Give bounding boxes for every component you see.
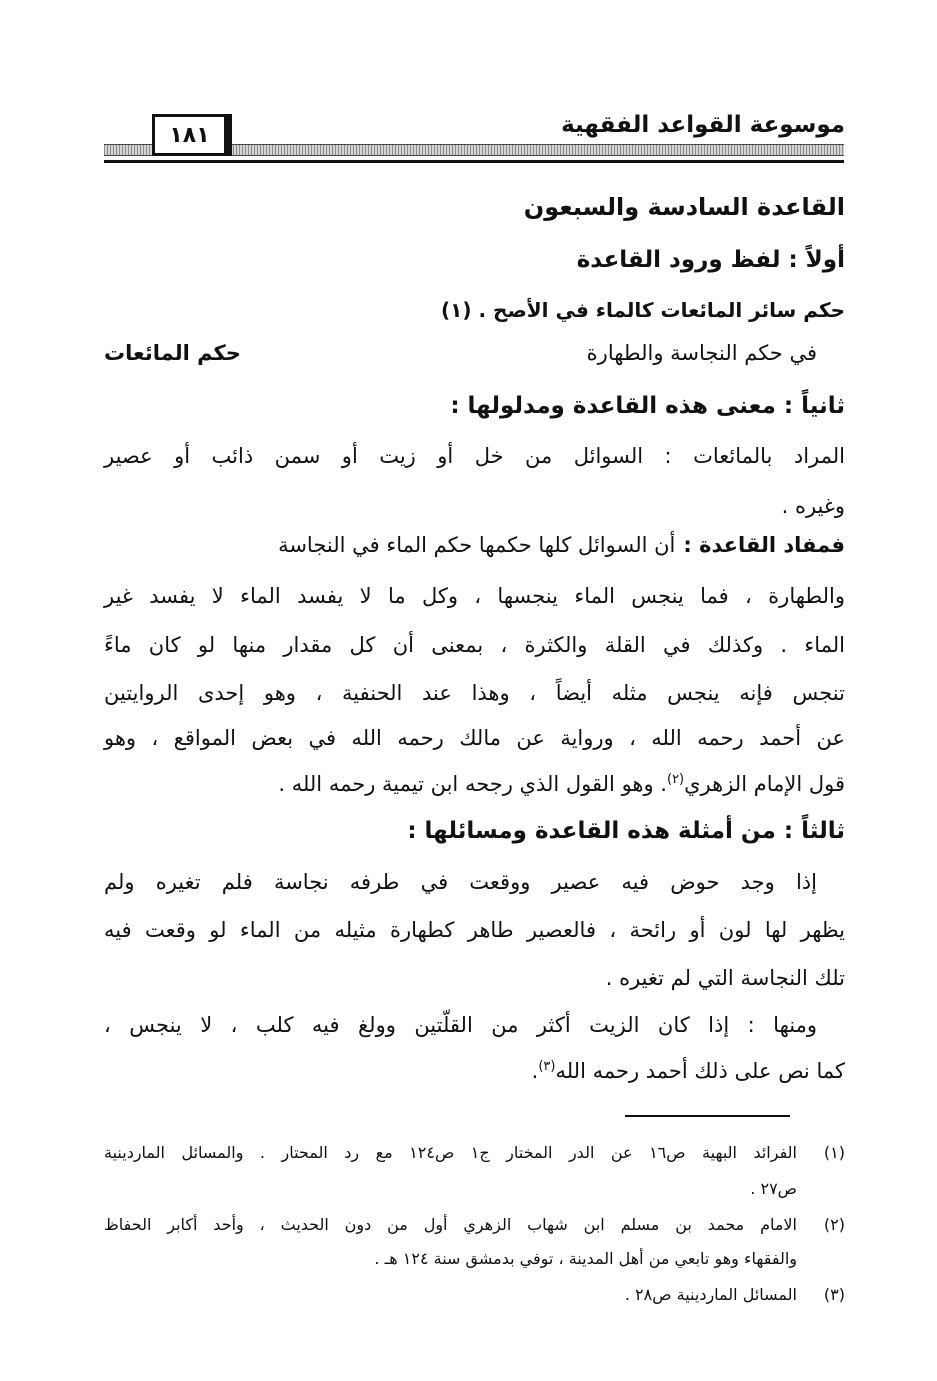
- footnote-number: (٣): [823, 1285, 845, 1304]
- example-line: يظهر لها لون أو رائحة ، فالعصير طاهر كطهارة مثيله من الماء لو وقعت فيه: [104, 918, 845, 942]
- purport-line: عن أحمد رحمه الله ، ورواية عن مالك رحمه الله في بعض المواقع ، وهو: [104, 726, 845, 750]
- meaning-line: وغيره .: [781, 494, 845, 518]
- page-number: ١٨١: [152, 114, 232, 156]
- side-label: حكم المائعات: [104, 341, 241, 365]
- example-line: كما نص على ذلك أحمد رحمه الله: [555, 1059, 845, 1083]
- header-rule: [104, 160, 844, 163]
- footnote-ref: (٢): [666, 772, 685, 787]
- purport-line: أن السوائل كلها حكمها حكم الماء في النجاسة: [278, 533, 676, 557]
- example-last-line: [532, 1059, 845, 1084]
- purport-label: فمفاد القاعدة :: [683, 533, 845, 557]
- rule-title: القاعدة السادسة والسبعون: [523, 193, 845, 221]
- footnote-text: الامام محمد بن مسلم ابن شهاب الزهري أول من دون الحديث ، وأحد أكابر الحفاظ: [104, 1215, 797, 1234]
- section-heading-meaning: ثانياً : معنى هذه القاعدة ومدلولها :: [450, 393, 845, 419]
- section-heading-wording: أولاً : لفظ ورود القاعدة: [576, 247, 845, 273]
- footnote-text: والفقهاء وهو تابعي من أهل المدينة ، توفي بدمشق سنة ١٢٤ هـ .: [374, 1249, 797, 1268]
- example-line: ومنها : إذا كان الزيت أكثر من القلّتين وولغ فيه كلب ، لا ينجس ،: [104, 1013, 817, 1037]
- example-line: تلك النجاسة التي لم تغيره .: [605, 966, 845, 990]
- purport-line: قول الإمام الزهري: [684, 772, 845, 796]
- section-heading-examples: ثالثاً : من أمثلة هذه القاعدة ومسائلها :: [407, 818, 845, 844]
- book-title: موسوعة القواعد الفقهية: [561, 112, 845, 138]
- footnote-number: (٢): [823, 1215, 845, 1234]
- purport-last-line: [278, 772, 845, 797]
- footnote-text: المسائل الماردينية ص٢٨ .: [624, 1285, 797, 1304]
- purport-line: تنجس فإنه ينجس مثله أيضاً ، وهذا عند الحنفية ، وهو إحدى الروايتين: [104, 681, 845, 705]
- purport-line: . وهو القول الذي رجحه ابن تيمية رحمه الله .: [278, 772, 667, 796]
- purport-line: والطهارة ، فما ينجس الماء ينجسها ، وكل ما لا يفسد الماء لا يفسد غير: [104, 584, 845, 608]
- example-line: .: [531, 1059, 539, 1083]
- rule-alt-phrase: في حكم النجاسة والطهارة: [586, 341, 817, 365]
- footnote-text: ص٢٧ .: [750, 1179, 797, 1198]
- rule-statement: حكم سائر المائعات كالماء في الأصح . (١): [441, 298, 845, 322]
- footnote-ref: (٣): [538, 1059, 556, 1074]
- footnote-number: (١): [823, 1143, 845, 1162]
- footnote-text: الفرائد البهية ص١٦ عن الدر المختار ج١ ص١٢٤ مع رد المحتار . والمسائل الماردينية: [104, 1143, 797, 1162]
- footnote-separator: [625, 1115, 790, 1117]
- purport-line: الماء . وكذلك في القلة والكثرة ، بمعنى أن كل مقدار منها لو كان ماءً: [104, 633, 845, 657]
- purport-first-line: [104, 533, 845, 558]
- meaning-line: المراد بالمائعات : السوائل من خل أو زيت أو سمن ذائب أو عصير: [104, 444, 845, 468]
- example-line: إذا وجد حوض فيه عصير ووقعت في طرفه نجاسة فلم تغيره ولم: [104, 870, 817, 894]
